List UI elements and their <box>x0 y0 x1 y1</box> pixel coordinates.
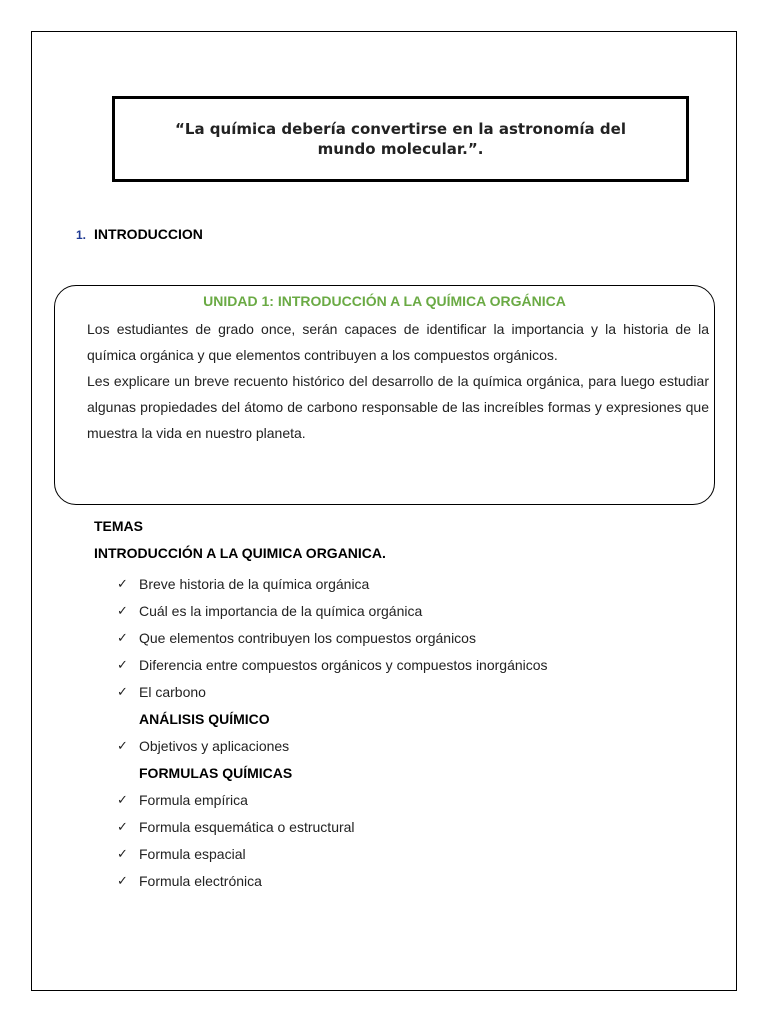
list-item-text: El carbono <box>139 683 206 700</box>
temas-section-title: INTRODUCCIÓN A LA QUIMICA ORGANICA. <box>94 545 386 561</box>
list-item <box>117 570 548 597</box>
list-item-text: Formula esquemática o estructural <box>139 818 355 835</box>
list-item <box>117 651 548 678</box>
topics-list <box>117 570 548 894</box>
list-item <box>117 678 548 705</box>
check-icon: ✓ <box>117 656 128 672</box>
list-item-text: Formula espacial <box>139 845 246 862</box>
check-icon: ✓ <box>117 737 128 753</box>
list-item-text: Diferencia entre compuestos orgánicos y compuestos inorgánicos <box>139 656 548 673</box>
list-item <box>117 732 548 759</box>
unit-box <box>54 285 715 505</box>
list-item <box>117 624 548 651</box>
list-item <box>117 813 548 840</box>
unit-paragraph: Los estudiantes de grado once, serán capaces de identificar la importancia y la historia de la química orgánica y que elementos contribuyen a los compuestos orgánicos. <box>87 321 709 363</box>
quote-box <box>112 96 689 182</box>
list-item-text: Formula empírica <box>139 791 248 808</box>
check-icon: ✓ <box>117 629 128 645</box>
check-icon: ✓ <box>117 845 128 861</box>
quote-text: “La química debería convertirse en la astronomía del mundo molecular.”. <box>175 120 626 158</box>
section-heading-introduccion <box>76 226 203 242</box>
list-item-text: Que elementos contribuyen los compuestos orgánicos <box>139 629 476 646</box>
check-icon: ✓ <box>117 683 128 699</box>
temas-label: TEMAS <box>94 518 143 534</box>
list-item <box>117 867 548 894</box>
section-title: INTRODUCCION <box>94 226 203 242</box>
list-item-text: Formula electrónica <box>139 872 262 889</box>
list-heading-analisis: ANÁLISIS QUÍMICO <box>139 710 270 727</box>
list-heading-formulas: FORMULAS QUÍMICAS <box>139 764 293 781</box>
section-number: 1. <box>76 228 87 242</box>
list-item <box>117 597 548 624</box>
document-page <box>31 31 737 991</box>
list-item <box>117 786 548 813</box>
list-item-text: Breve historia de la química orgánica <box>139 575 370 592</box>
check-icon: ✓ <box>117 575 128 591</box>
check-icon: ✓ <box>117 791 128 807</box>
list-item <box>117 840 548 867</box>
check-icon: ✓ <box>117 872 128 888</box>
list-item-text: Objetivos y aplicaciones <box>139 737 290 754</box>
unit-description <box>87 316 709 446</box>
unit-title: UNIDAD 1: INTRODUCCIÓN A LA QUÍMICA ORGÁNICA <box>203 293 566 309</box>
check-icon: ✓ <box>117 818 128 834</box>
check-icon: ✓ <box>117 602 128 618</box>
unit-paragraph: Les explicare un breve recuento histórico del desarrollo de la química orgánica, para luego estudiar algunas propiedades del átomo de carbono responsable de las increíbles formas y expresiones que muestra la vida en nuestro planeta. <box>87 373 709 441</box>
list-item-text: Cuál es la importancia de la química orgánica <box>139 602 423 619</box>
